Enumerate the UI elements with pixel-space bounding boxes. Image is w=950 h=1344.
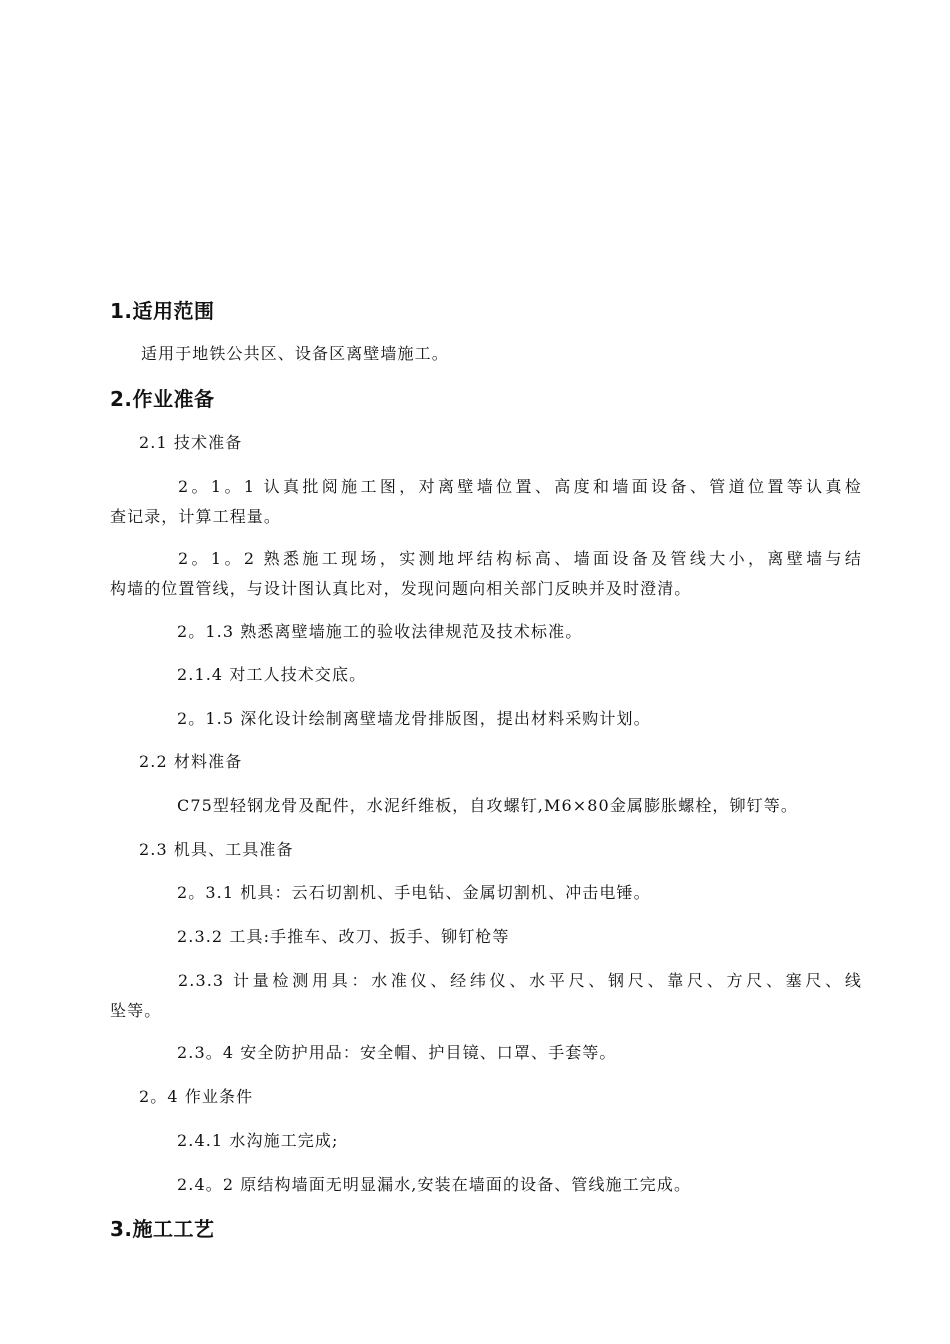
paragraph-2-4-2: 2.4。2 原结构墙面无明显漏水,安装在墙面的设备、管线施工完成。 (177, 1175, 692, 1194)
paragraph-2-3-3 (110, 966, 862, 1026)
paragraph-2-3-2: 2.3.2 工具:手推车、改刀、扳手、铆钉枪等 (177, 927, 510, 946)
paragraph-2-1-2 (110, 544, 862, 604)
paragraph-2-1-2-line1: 2。1。2 熟悉施工现场，实测地坪结构标高、墙面设备及管线大小，离壁墙与结 (178, 549, 862, 568)
paragraph-2-1-1-line2: 查记录，计算工程量。 (110, 507, 282, 526)
paragraph-2-2-body: C75型轻钢龙骨及配件，水泥纤维板，自攻螺钉,M6×80金属膨胀螺栓，铆钉等。 (177, 796, 798, 815)
paragraph-2-1-4: 2.1.4 对工人技术交底。 (177, 665, 367, 684)
subsection-2-3-title: 2.3 机具、工具准备 (139, 840, 294, 859)
paragraph-2-1-1-line1: 2。1。1 认真批阅施工图，对离壁墙位置、高度和墙面设备、管道位置等认真检 (178, 477, 862, 496)
section-3-heading: 3.施工工艺 (110, 1217, 215, 1241)
paragraph-2-1-1 (110, 472, 862, 532)
paragraph-2-3-1: 2。3.1 机具：云石切割机、手电钻、金属切割机、冲击电锤。 (177, 883, 651, 902)
paragraph-2-4-1: 2.4.1 水沟施工完成; (177, 1131, 339, 1150)
subsection-2-1-title: 2.1 技术准备 (139, 433, 243, 452)
subsection-2-2-title: 2.2 材料准备 (139, 752, 243, 771)
paragraph-2-3-4: 2.3。4 安全防护用品：安全帽、护目镜、口罩、手套等。 (177, 1043, 617, 1062)
section-2-heading: 2.作业准备 (110, 387, 215, 411)
paragraph-2-1-2-line2: 构墙的位置管线，与设计图认真比对，发现问题向相关部门反映并及时澄清。 (110, 579, 692, 598)
section-1-body: 适用于地铁公共区、设备区离壁墙施工。 (141, 344, 449, 363)
paragraph-2-3-3-line2: 坠等。 (110, 1001, 162, 1020)
paragraph-2-1-5: 2。1.5 深化设计绘制离壁墙龙骨排版图，提出材料采购计划。 (177, 709, 651, 728)
paragraph-2-3-3-line1: 2.3.3 计量检测用具：水准仪、经纬仪、水平尺、钢尺、靠尺、方尺、塞尺、线 (178, 971, 862, 990)
section-1-heading: 1.适用范围 (110, 299, 215, 323)
subsection-2-4-title: 2。4 作业条件 (139, 1087, 254, 1106)
paragraph-2-1-3: 2。1.3 熟悉离壁墙施工的验收法律规范及技术标准。 (177, 622, 583, 641)
